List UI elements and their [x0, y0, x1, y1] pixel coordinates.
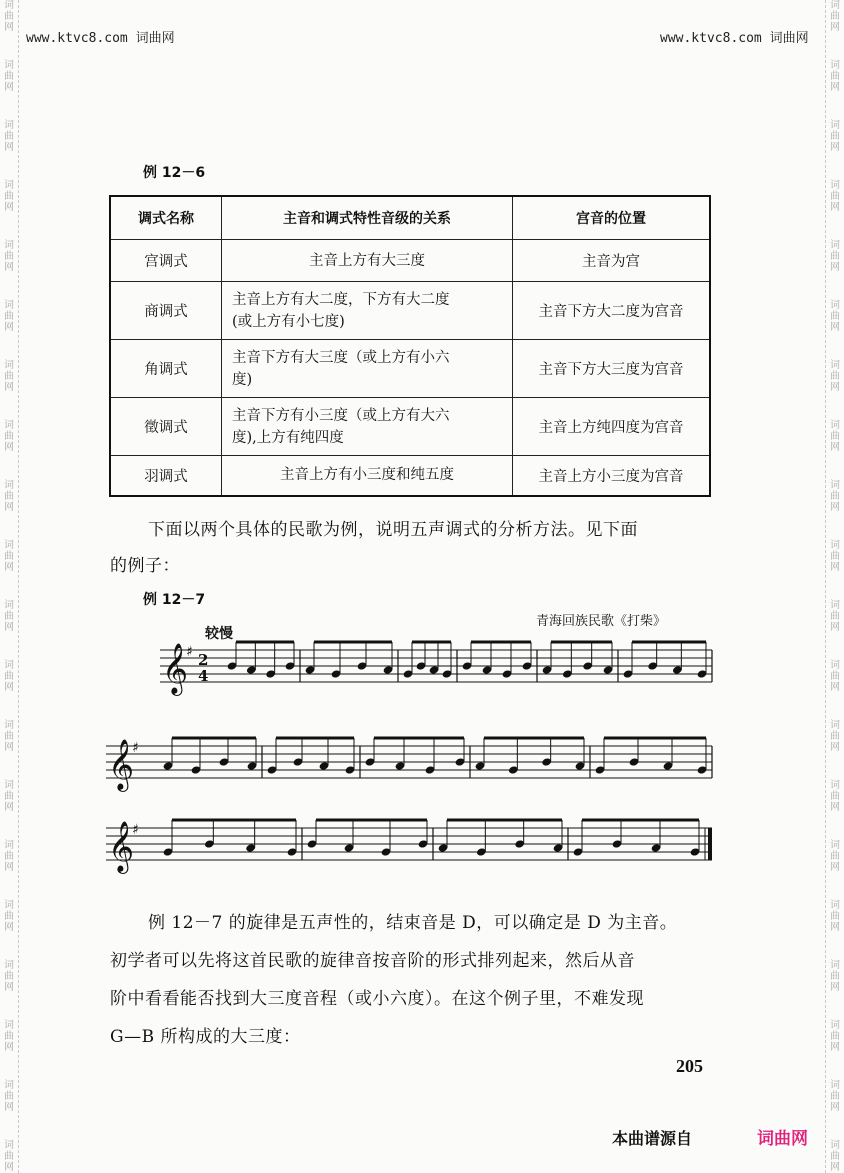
example-label-12-7: 例 12－7 [143, 592, 206, 608]
side-watermark-text: 词 曲 网 [4, 120, 14, 153]
header-site-name: 词曲网 [769, 31, 809, 46]
side-watermark-text: 词 曲 网 [4, 660, 14, 693]
side-watermark-text: 词 曲 网 [4, 780, 14, 813]
side-watermark-text: 词 曲 网 [830, 60, 840, 93]
side-watermark-text: 词 曲 网 [830, 300, 840, 333]
side-watermark-text: 词 曲 网 [4, 900, 14, 933]
side-watermark-text: 词 曲 网 [830, 540, 840, 573]
side-watermark-text: 词 曲 网 [4, 360, 14, 393]
intro-line: 下面以两个具体的民歌为例，说明五声调式的分析方法。见下面 [148, 520, 638, 540]
tempo-marking: 较慢 [205, 626, 233, 642]
relation-line: (或上方有小七度) [232, 313, 345, 330]
analysis-line: 初学者可以先将这首民歌的旋律音按音阶的形式排列起来，然后从音 [110, 951, 635, 971]
side-watermark-text: 词 曲 网 [830, 0, 840, 33]
page-number: 205 [676, 1056, 703, 1076]
mode-name-cell: 羽调式 [110, 456, 222, 496]
gong-cell: 主音为宫 [513, 240, 711, 282]
relation-line: 度) [232, 371, 253, 388]
song-source: 青海回族民歌《打柴》 [536, 614, 667, 629]
side-watermark-text: 词 曲 网 [4, 720, 14, 753]
gong-cell: 主音上方纯四度为宫音 [513, 398, 711, 456]
footer-source-label: 本曲谱源自 [612, 1129, 693, 1148]
side-watermark-text: 词 曲 网 [4, 540, 14, 573]
time-signature-top: 2 [198, 651, 209, 669]
analysis-line: G—B 所构成的大三度： [110, 1027, 301, 1047]
key-signature-sharp: ♯ [132, 740, 139, 756]
mode-name-cell: 商调式 [110, 282, 222, 340]
treble-clef: 𝄞 [108, 739, 135, 790]
side-watermark-text: 词 曲 网 [830, 960, 840, 993]
side-watermark-text: 词 曲 网 [830, 1140, 840, 1173]
gong-cell: 主音下方大二度为宫音 [513, 282, 711, 340]
side-watermark-text: 词 曲 网 [4, 1080, 14, 1113]
analysis-line: 例 12－7 的旋律是五声性的，结束音是 D，可以确定是 D 为主音。 [148, 913, 678, 933]
side-watermark-text: 词 曲 网 [830, 180, 840, 213]
header-url-text: www.ktvc8.com [660, 31, 762, 46]
side-watermark-text: 词 曲 网 [830, 120, 840, 153]
side-watermark-text: 词 曲 网 [830, 720, 840, 753]
header-site-name: 词曲网 [135, 31, 175, 46]
header-gong-position: 宫音的位置 [513, 196, 711, 240]
mode-name-cell: 徵调式 [110, 398, 222, 456]
treble-clef: 𝄞 [162, 643, 189, 694]
side-watermark-text: 词 曲 网 [4, 960, 14, 993]
side-watermark-text: 词 曲 网 [830, 240, 840, 273]
gong-cell: 主音下方大三度为宫音 [513, 340, 711, 398]
header-relation: 主音和调式特性音级的关系 [222, 196, 513, 240]
relation-line: 主音下方有小三度（或上方有大六 [232, 407, 450, 424]
header-mode-name: 调式名称 [110, 196, 222, 240]
mode-name-cell: 宫调式 [110, 240, 222, 282]
side-watermark-text: 词 曲 网 [830, 840, 840, 873]
example-label-12-6: 例 12－6 [143, 165, 206, 181]
side-watermark-text: 词 曲 网 [830, 360, 840, 393]
relation-line: 主音上方有小三度和纯五度 [280, 467, 454, 484]
side-watermark-text: 词 曲 网 [830, 420, 840, 453]
relation-line: 度),上方有纯四度 [232, 429, 344, 446]
relation-line: 主音上方有大三度 [309, 252, 425, 269]
side-watermark-text: 词 曲 网 [830, 480, 840, 513]
side-watermark-text: 词 曲 网 [4, 600, 14, 633]
footer-brand: 词曲网 [757, 1129, 808, 1149]
header-url-text: www.ktvc8.com [26, 31, 128, 46]
side-watermark-text: 词 曲 网 [4, 300, 14, 333]
side-watermark-text: 词 曲 网 [4, 840, 14, 873]
analysis-line: 阶中看看能否找到大三度音程（或小六度）。在这个例子里，不难发现 [110, 989, 644, 1009]
intro-line: 的例子： [110, 556, 180, 576]
gong-cell: 主音上方小三度为宫音 [513, 456, 711, 496]
side-watermark-text: 词 曲 网 [4, 180, 14, 213]
analysis-paragraph [110, 904, 710, 1056]
side-watermark-text: 词 曲 网 [4, 60, 14, 93]
side-watermark-text: 词 曲 网 [4, 420, 14, 453]
side-watermark-text: 词 曲 网 [830, 660, 840, 693]
side-watermark-text: 词 曲 网 [4, 0, 14, 33]
relation-line: 主音下方有大三度（或上方有小六 [232, 349, 450, 366]
treble-clef: 𝄞 [108, 821, 135, 872]
time-signature-bottom: 4 [198, 667, 209, 685]
side-watermark-text: 词 曲 网 [4, 1020, 14, 1053]
key-signature-sharp: ♯ [132, 822, 139, 838]
side-watermark-text: 词 曲 网 [4, 240, 14, 273]
side-watermark-text: 词 曲 网 [830, 1020, 840, 1053]
side-watermark-text: 词 曲 网 [830, 900, 840, 933]
mode-name-cell: 角调式 [110, 340, 222, 398]
relation-line: 主音上方有大二度，下方有大二度 [232, 291, 450, 308]
side-watermark-text: 词 曲 网 [830, 780, 840, 813]
side-watermark-text: 词 曲 网 [830, 1080, 840, 1113]
key-signature-sharp: ♯ [186, 644, 193, 660]
side-watermark-text: 词 曲 网 [830, 600, 840, 633]
side-watermark-text: 词 曲 网 [4, 480, 14, 513]
side-watermark-text: 词 曲 网 [4, 1140, 14, 1173]
